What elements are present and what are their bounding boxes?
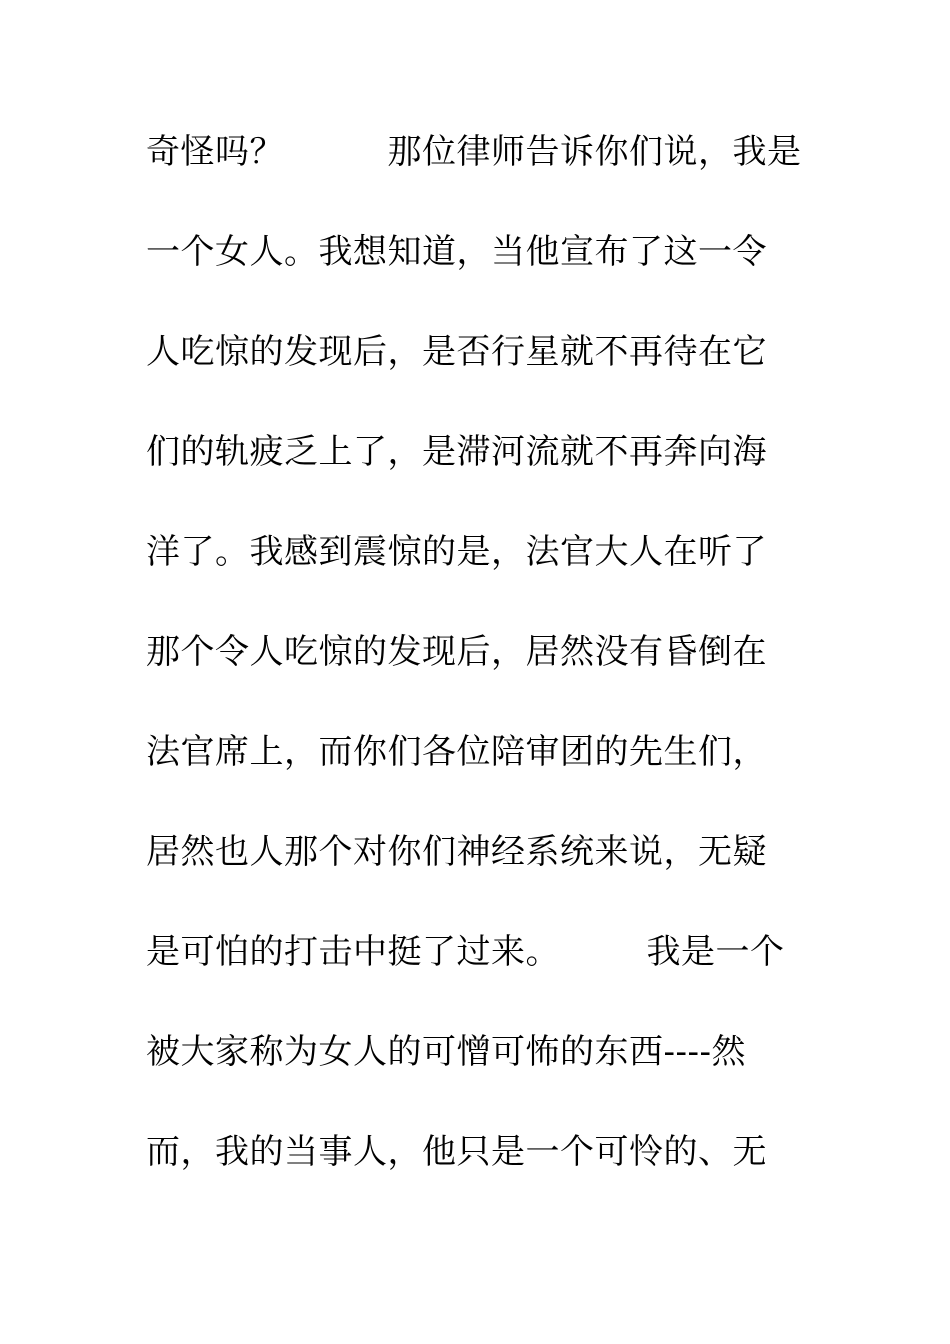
text-line-9: 是可怕的打击中挺了过来。 我是一个: [146, 932, 785, 972]
text-line-10: 被大家称为女人的可憎可怖的东西----然: [146, 1032, 746, 1072]
text-line-1: 奇怪吗？ 那位律师告诉你们说，我是: [146, 132, 802, 172]
text-line-11: 而，我的当事人，他只是一个可怜的、无: [146, 1132, 767, 1172]
text-line-5: 洋了。我感到震惊的是，法官大人在听了: [146, 532, 767, 572]
text-line-6: 那个令人吃惊的发现后，居然没有昏倒在: [146, 632, 767, 672]
text-line-4: 们的轨疲乏上了，是滞河流就不再奔向海: [146, 432, 767, 472]
text-line-8: 居然也人那个对你们神经系统来说，无疑: [146, 832, 767, 872]
text-line-2: 一个女人。我想知道，当他宣布了这一令: [146, 232, 767, 272]
text-line-3: 人吃惊的发现后，是否行星就不再待在它: [146, 332, 767, 372]
body-text: [146, 126, 802, 1226]
text-line-7: 法官席上，而你们各位陪审团的先生们，: [146, 732, 767, 772]
